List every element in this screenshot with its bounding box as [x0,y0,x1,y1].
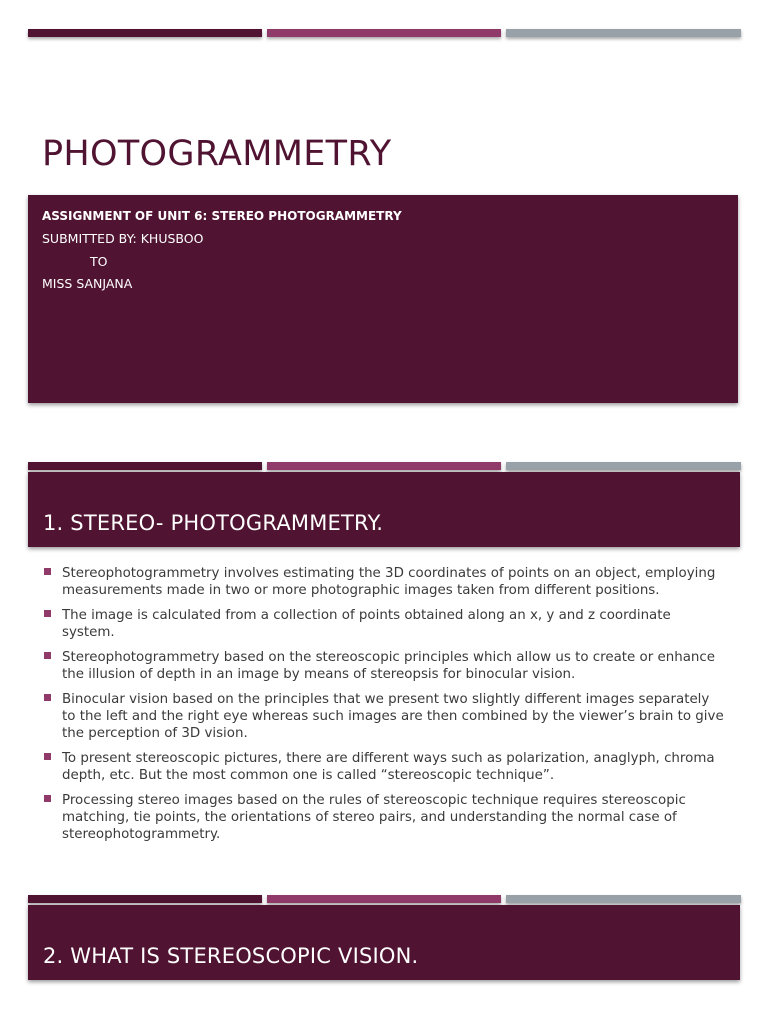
submitted-by-line: SUBMITTED BY: KHUSBOO [42,231,204,246]
list-item [44,792,724,844]
stripe-segment-dark [28,29,262,37]
list-item [44,649,724,683]
to-line: TO [90,254,108,269]
decorative-stripe-slide3 [28,895,741,903]
decorative-stripe-slide2 [28,462,741,470]
square-bullet-icon [44,753,51,760]
square-bullet-icon [44,652,51,659]
recipient-line: MISS SANJANA [42,276,133,291]
slide3-title: 2. WHAT IS STEREOSCOPIC VISION. [43,944,419,968]
stripe-segment-gray [506,462,741,470]
square-bullet-icon [44,694,51,701]
bullet-text: Stereophotogrammetry involves estimating the 3D coordinates of points on an object, employing measurements made in two or more photographic images taken from different positions. [62,566,716,599]
slide3-header [28,905,740,980]
stripe-segment-gray [506,29,741,37]
stripe-segment-accent [267,29,501,37]
bullet-text: Stereophotogrammetry based on the stereoscopic principles which allow us to create or enhance the illusion of depth in an image by means of stereopsis for binocular vision. [62,649,715,683]
bullet-text: Processing stereo images based on the rules of stereoscopic technique requires stereoscopic matching, tie points, the orientations of stereo pairs, and understanding the normal case of stereophotogrammetry. [62,792,686,843]
square-bullet-icon [44,568,51,575]
stripe-segment-gray [506,895,741,903]
decorative-stripe-slide1 [28,29,741,37]
stripe-segment-dark [28,895,262,903]
list-item [44,750,724,784]
stripe-segment-accent [267,462,501,470]
slide2-bullet-list [44,565,724,851]
list-item [44,565,724,599]
slide1-info-box [28,195,738,403]
stripe-segment-accent [267,895,501,903]
stripe-segment-dark [28,462,262,470]
square-bullet-icon [44,610,51,617]
slide2-title: 1. STEREO- PHOTOGRAMMETRY. [43,511,384,535]
list-item [44,607,724,641]
square-bullet-icon [44,795,51,802]
slide2-header [28,472,740,547]
bullet-text: Binocular vision based on the principles that we present two slightly different images separately to the left and the right eye whereas such images are then combined by the viewer’s brain to give the perception of 3D vision. [62,691,724,742]
bullet-text: To present stereoscopic pictures, there are different ways such as polarization, anaglyph, chroma depth, etc. But the most common one is called “stereoscopic technique”. [62,750,715,784]
list-item [44,691,724,743]
assignment-line: ASSIGNMENT OF UNIT 6: STEREO PHOTOGRAMMETRY [42,209,402,223]
slide1-title: PHOTOGRAMMETRY [42,134,392,174]
bullet-text: The image is calculated from a collection of points obtained along an x, y and z coordinate system. [62,607,671,641]
